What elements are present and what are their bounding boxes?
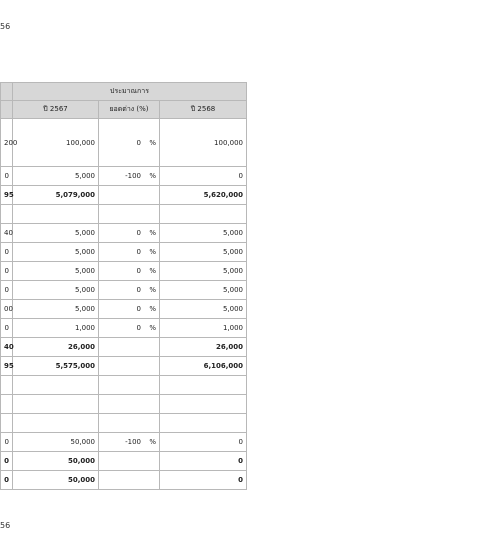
table-row	[1, 395, 247, 414]
cell-2567: 1,000	[13, 319, 99, 338]
pct-sign: %	[149, 138, 156, 147]
cell-2568: 5,000	[160, 224, 247, 243]
table-row	[1, 205, 247, 224]
cell-prev-value: 40	[1, 338, 13, 357]
header-diff-pct: ยอดต่าง (%)	[99, 101, 160, 119]
cell-2568: 6,106,000	[160, 357, 247, 376]
cell-diff-pct	[99, 119, 160, 167]
cell-2567	[13, 376, 99, 395]
header-row-columns	[1, 101, 247, 119]
pct-sign: %	[149, 172, 156, 180]
pct-value: 0	[136, 286, 141, 294]
table-row	[1, 471, 247, 490]
cell-2568: 5,000	[160, 281, 247, 300]
cell-prev-value	[1, 376, 13, 395]
cell-prev-value: 0	[1, 452, 13, 471]
pct-value: 0	[136, 305, 141, 313]
cell-2567: 50,000	[13, 452, 99, 471]
table-row	[1, 167, 247, 186]
table-row	[1, 319, 247, 338]
table-row	[1, 452, 247, 471]
cell-2568: 0	[160, 167, 247, 186]
header-year-2567: ปี 2567	[13, 101, 99, 119]
pct-value: 0	[136, 267, 141, 275]
pct-value: 0	[136, 138, 141, 147]
cell-2568: 26,000	[160, 338, 247, 357]
header-estimate-group: ประมาณการ	[13, 83, 247, 101]
table-body	[1, 119, 247, 490]
cell-2568	[160, 414, 247, 433]
cell-diff-pct	[99, 186, 160, 205]
cell-2568	[160, 205, 247, 224]
cell-diff-pct	[99, 376, 160, 395]
cell-2567: 100,000	[13, 119, 99, 167]
pct-value: 0	[136, 248, 141, 256]
cell-2567: 26,000	[13, 338, 99, 357]
table-row	[1, 376, 247, 395]
cell-prev-value: 0	[1, 281, 13, 300]
cell-diff-pct	[99, 319, 160, 338]
pct-sign: %	[149, 286, 156, 294]
cell-prev-value: 0	[1, 262, 13, 281]
cell-2568: 0	[160, 452, 247, 471]
cell-2567: 5,575,000	[13, 357, 99, 376]
pct-sign: %	[149, 324, 156, 332]
cell-prev-value: 00	[1, 300, 13, 319]
cell-2568: 5,000	[160, 262, 247, 281]
header-prev-blank	[1, 83, 13, 101]
cell-prev-value: 0	[1, 471, 13, 490]
cell-diff-pct	[99, 262, 160, 281]
page-header-note: 56	[0, 22, 11, 31]
cell-diff-pct	[99, 338, 160, 357]
cell-prev-value: 0	[1, 433, 13, 452]
pct-sign: %	[149, 267, 156, 275]
table-row	[1, 224, 247, 243]
pct-value: 0	[136, 229, 141, 237]
header-row-group	[1, 83, 247, 101]
cell-2567: 5,000	[13, 224, 99, 243]
cell-diff-pct	[99, 357, 160, 376]
cell-diff-pct	[99, 433, 160, 452]
cell-diff-pct	[99, 167, 160, 186]
cell-2567: 5,000	[13, 300, 99, 319]
header-prev-blank-2	[1, 101, 13, 119]
pct-value: -100	[125, 172, 141, 180]
cell-prev-value	[1, 414, 13, 433]
table-row	[1, 414, 247, 433]
pct-sign: %	[149, 438, 156, 446]
table-row	[1, 281, 247, 300]
cell-2567: 5,000	[13, 281, 99, 300]
pct-sign: %	[149, 248, 156, 256]
cell-diff-pct	[99, 224, 160, 243]
pct-sign: %	[149, 229, 156, 237]
cell-2567: 50,000	[13, 471, 99, 490]
table-row	[1, 433, 247, 452]
cell-diff-pct	[99, 243, 160, 262]
cell-2567	[13, 414, 99, 433]
cell-2567: 5,079,000	[13, 186, 99, 205]
table-row	[1, 262, 247, 281]
cell-2567: 5,000	[13, 243, 99, 262]
table-row	[1, 186, 247, 205]
cell-prev-value: 95	[1, 186, 13, 205]
cell-prev-value: 200	[1, 119, 13, 167]
pct-sign: %	[149, 305, 156, 313]
cell-2567: 50,000	[13, 433, 99, 452]
pct-value: 0	[136, 324, 141, 332]
cell-prev-value: 95	[1, 357, 13, 376]
cell-2568: 0	[160, 471, 247, 490]
cell-prev-value: 0	[1, 319, 13, 338]
cell-diff-pct	[99, 300, 160, 319]
table-row	[1, 300, 247, 319]
cell-prev-value	[1, 205, 13, 224]
table-row	[1, 357, 247, 376]
cell-2568: 5,000	[160, 300, 247, 319]
cell-prev-value: 0	[1, 243, 13, 262]
cell-prev-value: 0	[1, 167, 13, 186]
cell-2567	[13, 395, 99, 414]
cell-diff-pct	[99, 452, 160, 471]
cell-diff-pct	[99, 281, 160, 300]
cell-diff-pct	[99, 414, 160, 433]
header-year-2568: ปี 2568	[160, 101, 247, 119]
cell-2567	[13, 205, 99, 224]
cell-2568	[160, 395, 247, 414]
cell-2568: 1,000	[160, 319, 247, 338]
cell-diff-pct	[99, 395, 160, 414]
table-row	[1, 119, 247, 167]
cell-prev-value: 40	[1, 224, 13, 243]
pct-value: -100	[125, 438, 141, 446]
cell-2567: 5,000	[13, 167, 99, 186]
cell-diff-pct	[99, 471, 160, 490]
cell-2568: 5,000	[160, 243, 247, 262]
cell-2568: 5,620,000	[160, 186, 247, 205]
page-footer-note: 56	[0, 521, 11, 530]
cell-diff-pct	[99, 205, 160, 224]
cell-2567: 5,000	[13, 262, 99, 281]
cell-2568	[160, 376, 247, 395]
cell-prev-value	[1, 395, 13, 414]
budget-table	[0, 82, 247, 490]
cell-2568: 100,000	[160, 119, 247, 167]
table-row	[1, 243, 247, 262]
cell-2568: 0	[160, 433, 247, 452]
table-row	[1, 338, 247, 357]
